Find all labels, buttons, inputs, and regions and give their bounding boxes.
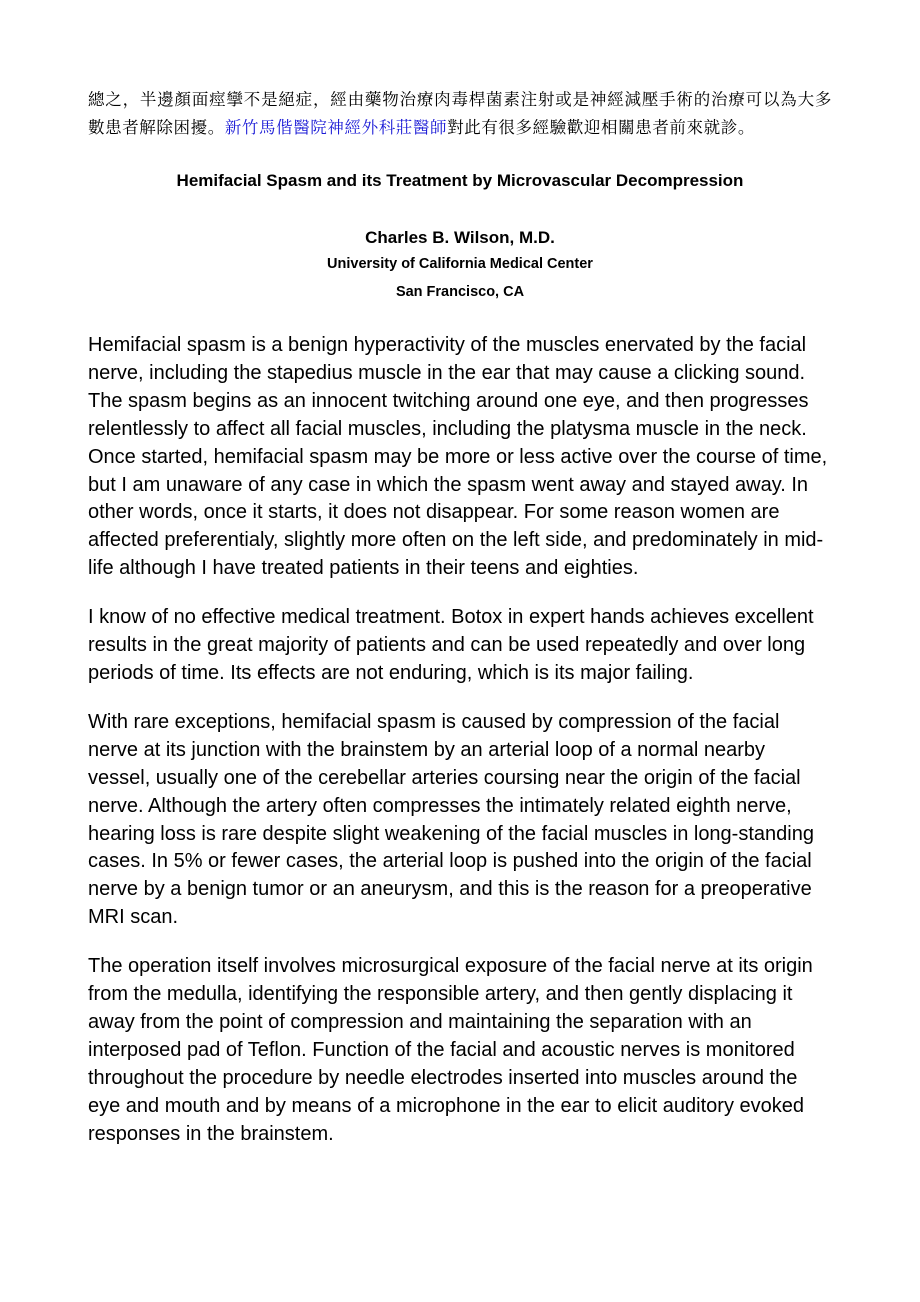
article-title: Hemifacial Spasm and its Treatment by Microvascular Decompression (176, 171, 744, 190)
author-location: San Francisco, CA (395, 284, 525, 300)
body-paragraph-2: I know of no effective medical treatment. Botox in expert hands achieves excellent results in the great majority of patients and can be used repeatedly and over long periods of time. Its effects are not enduring, which is its major failing. (88, 606, 814, 684)
body-paragraph-3: With rare exceptions, hemifacial spasm is caused by compression of the facial nerve at its junction with the brainstem by an arterial loop of a normal nearby vessel, usually one of the cerebellar arteries coursing near the origin of the facial nerve. Although the artery often compresses the intimately related eighth nerve, hearing loss is rare despite slight weakening of the facial muscles in long-standing cases. In 5% or fewer cases, the arterial loop is pushed into the origin of the facial nerve by a benign tumor or an aneurysm, and this is the reason for a preoperative MRI scan. (88, 710, 814, 929)
author-institution: University of California Medical Center (327, 256, 593, 272)
chinese-intro-text: 總之，半邊顏面痙攣不是絕症，經由藥物治療肉毒桿菌素注射或是神經減壓手術的治療可以為大多數患者解除困擾。 (88, 90, 832, 137)
author-name: Charles B. Wilson, M.D. (365, 228, 555, 247)
author-block (88, 226, 832, 306)
body-paragraph-4: The operation itself involves microsurgical exposure of the facial nerve at its origin from the medulla, identifying the responsible artery, and then gently displacing it away from the point of compression and maintaining the separation with an interposed pad of Teflon. Function of the facial and acoustic nerves is monitored throughout the procedure by needle electrodes inserted into muscles around the eye and mouth and by means of a microphone in the ear to elicit auditory evoked responses in the brainstem. (88, 955, 813, 1145)
hospital-link[interactable]: 新竹馬偕醫院神經外科莊醫師 (224, 118, 448, 137)
body-paragraph-1: Hemifacial spasm is a benign hyperactivity of the muscles enervated by the facial nerve, including the stapedius muscle in the ear that may cause a clicking sound. The spasm begins as an innocent twitching around one eye, and then progresses relentlessly to affect all facial muscles, including the platysma muscle in the neck. Once started, hemifacial spasm may be more or less active over the course of time, but I am unaware of any case in which the spasm went away and stayed away. In other words, once it starts, it does not disappear. For some reason women are affected preferentialy, slightly more often on the left side, and predominately in mid-life although I have treated patients in their teens and eighties. (88, 334, 828, 580)
chinese-intro-text-end: 對此有很多經驗歡迎相關患者前來就診。 (447, 118, 755, 137)
document-page (88, 86, 832, 1148)
chinese-intro-paragraph (88, 86, 832, 142)
